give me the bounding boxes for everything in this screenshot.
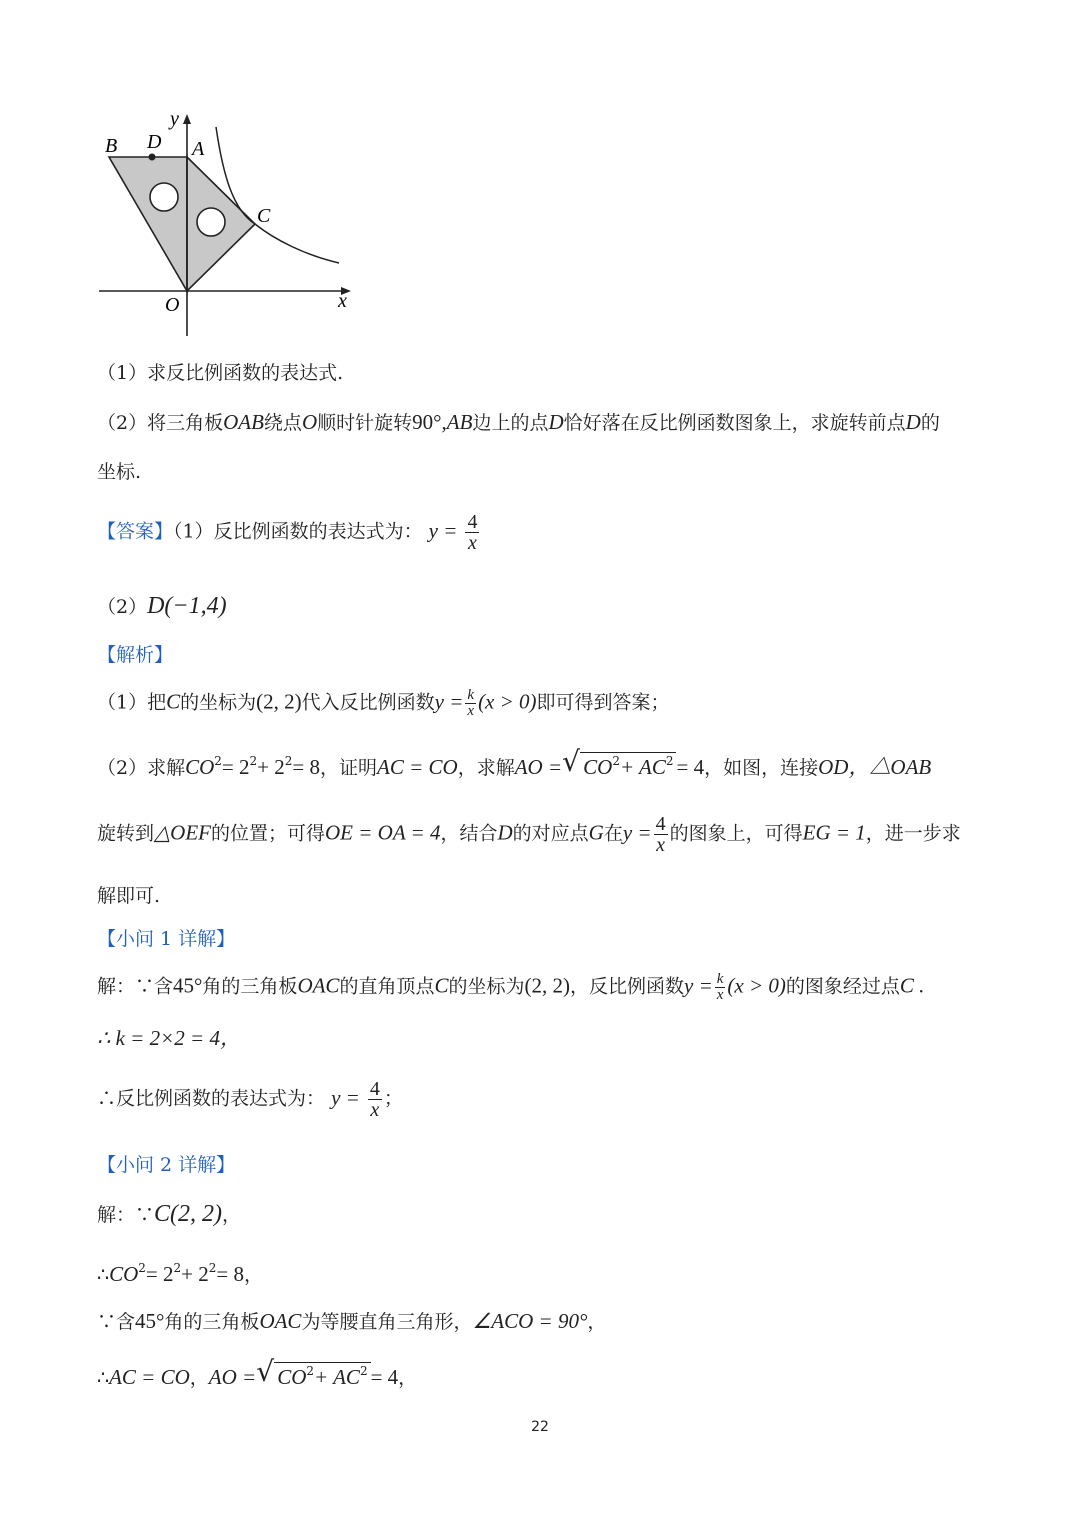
math: OAC [259, 1309, 302, 1333]
math: CO [277, 1365, 307, 1389]
math: = 2 [145, 1262, 174, 1286]
text: ； [383, 1087, 403, 1110]
text: 的坐标为 [448, 975, 525, 998]
page-number: 22 [531, 1419, 549, 1435]
denominator: x [716, 987, 724, 1003]
analysis-text: 的位置；可得 [211, 822, 326, 845]
analysis-text: ，结合 [440, 822, 498, 845]
math: + 2 [257, 755, 285, 779]
analysis-4: 解即可. [97, 885, 161, 907]
q2-o: O [301, 410, 318, 434]
sub2-line-3 [97, 1311, 606, 1332]
text: ， [243, 1264, 263, 1286]
text: ， [587, 1311, 607, 1333]
answer-2-value: D(−1,4) [147, 593, 227, 619]
numerator: k [716, 971, 724, 987]
label-o: O [165, 294, 180, 316]
triangle-oab [109, 157, 187, 291]
denominator: x [656, 834, 666, 856]
sub1-line-3 [97, 1079, 403, 1120]
analysis-text: 在 [603, 822, 623, 845]
analysis-text: ，求解 [457, 757, 515, 779]
sub1-line-2: ∴ k = 2×2 = 4， [97, 1026, 241, 1050]
label-a: A [192, 138, 205, 160]
q2-angle: 90°, [412, 410, 447, 434]
sub1-line-1 [97, 972, 924, 1003]
analysis-text: ，证明 [319, 757, 377, 779]
analysis-condition: (x > 0) [478, 689, 537, 714]
math-co: CO [185, 755, 215, 779]
answer-tag: 【答案】 [97, 520, 174, 543]
answer-1 [97, 512, 481, 553]
math: △OEF [154, 820, 211, 845]
math: y = [331, 1085, 360, 1110]
analysis-text: ，进一步求 [865, 822, 961, 845]
math: AC = CO [377, 755, 458, 779]
question-2-line-2: 坐标. [97, 461, 142, 483]
sub2-line-1 [97, 1202, 241, 1226]
math: (x > 0) [727, 973, 786, 998]
sub2-line-4 [97, 1355, 418, 1389]
math: AO = [208, 1365, 257, 1389]
math: EG = 1 [802, 820, 866, 845]
analysis-text: 的对应点 [512, 822, 589, 845]
analysis-coord: (2, 2) [256, 689, 302, 714]
math: CO [583, 755, 613, 779]
q2-text: （2）将三角板 [97, 412, 224, 434]
question-1: （1）求反比例函数的表达式. [97, 362, 344, 384]
math: C(2, 2) [154, 1201, 223, 1227]
text: 的直角顶点 [339, 975, 435, 998]
answer-2-prefix: （2） [97, 596, 148, 618]
analysis-text: 的坐标为 [180, 691, 257, 714]
q2-text: 绕点 [263, 412, 302, 434]
analysis-tag: 【解析】 [97, 644, 174, 666]
math: + AC [619, 755, 666, 779]
hole-1 [150, 183, 178, 211]
q2-d: D [548, 410, 564, 434]
q2-ab: AB [446, 410, 473, 434]
text: ，反比例函数 [569, 975, 684, 998]
math: AC = CO [109, 1365, 190, 1389]
denominator: x [468, 532, 477, 554]
math: = 4 [676, 755, 705, 779]
analysis-text: （1）把 [97, 691, 167, 714]
text: 解：∵ [97, 1204, 155, 1226]
analysis-text: 即可得到答案； [536, 691, 670, 714]
question-2 [97, 412, 940, 433]
numerator: 4 [369, 1078, 380, 1100]
answer-2 [97, 594, 227, 618]
math: 45° [135, 1309, 165, 1333]
math: y = [622, 820, 652, 845]
numerator: k [467, 687, 475, 703]
fraction [654, 814, 668, 855]
fraction [715, 972, 726, 1003]
math: 45° [173, 973, 203, 998]
text: ， [189, 1367, 209, 1389]
text: ， [398, 1367, 418, 1389]
label-b: B [105, 135, 118, 157]
text: ， [222, 1204, 242, 1226]
analysis-2: （2）求解$CO^2= 2^2+ 2^2= 8$，证明AC = CO，求解AO = √ $CO^2+ AC^2 = 4$，如图，连接OD，△OAB [97, 745, 932, 779]
math: G [588, 820, 604, 845]
text: ∵含 [97, 1311, 136, 1333]
point-d [149, 154, 156, 161]
q2-text: 恰好落在反比例函数图象上，求旋转前点 [563, 412, 906, 434]
math: + 2 [181, 1262, 209, 1286]
math: AO = [514, 755, 563, 779]
hole-2 [197, 208, 225, 236]
math: + AC [314, 1365, 360, 1389]
text: 角的三角板 [164, 1311, 260, 1333]
q2-text: 顺时针旋转 [317, 412, 413, 434]
fraction [465, 512, 479, 553]
math: C [434, 973, 449, 998]
geometry-figure [95, 100, 365, 345]
math: OD [818, 755, 849, 779]
text: 为等腰直角三角形， [301, 1311, 473, 1333]
math: CO [109, 1262, 139, 1286]
sub2-tag: 【小问 2 详解】 [97, 1154, 236, 1176]
math: ，△OAB [848, 755, 932, 779]
math: = 4 [370, 1365, 399, 1389]
sqrt: √ $CO^2+ AC^2$ [256, 1362, 370, 1388]
numerator: 4 [467, 511, 478, 533]
math: = 8 [292, 755, 320, 779]
math: OAC [297, 973, 340, 998]
label-y: y [170, 108, 179, 130]
label-x: x [338, 290, 347, 312]
math: (2, 2) [524, 973, 570, 998]
analysis-3 [97, 814, 961, 855]
text: 的图象经过点 [785, 975, 900, 998]
label-c: C [257, 205, 271, 227]
q2-d: D [905, 410, 921, 434]
sub2-line-2: $\therefore CO^2= 2^2+ 2^2= 8$， [97, 1261, 263, 1286]
math: OE = OA = 4 [325, 820, 441, 845]
text: 解：∵含 [97, 975, 174, 998]
analysis-c: C [166, 689, 181, 714]
analysis-text: 旋转到 [97, 822, 155, 845]
q2-text: 的 [920, 412, 940, 434]
answer-1-text: （1）反比例函数的表达式为： [173, 520, 423, 543]
analysis-1 [97, 688, 670, 719]
analysis-text: 的图象上，可得 [669, 822, 803, 845]
math: = 8 [216, 1262, 244, 1286]
analysis-text: 代入反比例函数 [301, 691, 435, 714]
q2-oab: OAB [223, 410, 264, 434]
math: y = [684, 973, 713, 998]
analysis-text: ，如图，连接 [704, 757, 819, 779]
math: ∠ACO = 90° [472, 1309, 588, 1333]
text: ∴ [97, 1367, 110, 1389]
answer-y: y = [428, 518, 458, 543]
text: 角的三角板 [202, 975, 298, 998]
math: = 2 [221, 755, 250, 779]
sub1-tag: 【小问 1 详解】 [97, 928, 236, 950]
text: ∴ [97, 1264, 110, 1286]
label-d: D [147, 131, 162, 153]
analysis-text: （2）求解 [97, 757, 186, 779]
q2-text: 边上的点 [472, 412, 549, 434]
math: D [497, 820, 513, 845]
fraction [368, 1079, 382, 1120]
numerator: 4 [655, 813, 666, 835]
sqrt: √ $CO^2+ AC^2$ [562, 752, 676, 778]
math: C . [899, 973, 925, 998]
denominator: x [467, 703, 475, 719]
text: ∴反比例函数的表达式为： [97, 1087, 326, 1110]
analysis-y: y = [434, 689, 464, 714]
denominator: x [370, 1099, 380, 1121]
fraction [465, 688, 476, 719]
y-axis-arrow [183, 114, 191, 124]
